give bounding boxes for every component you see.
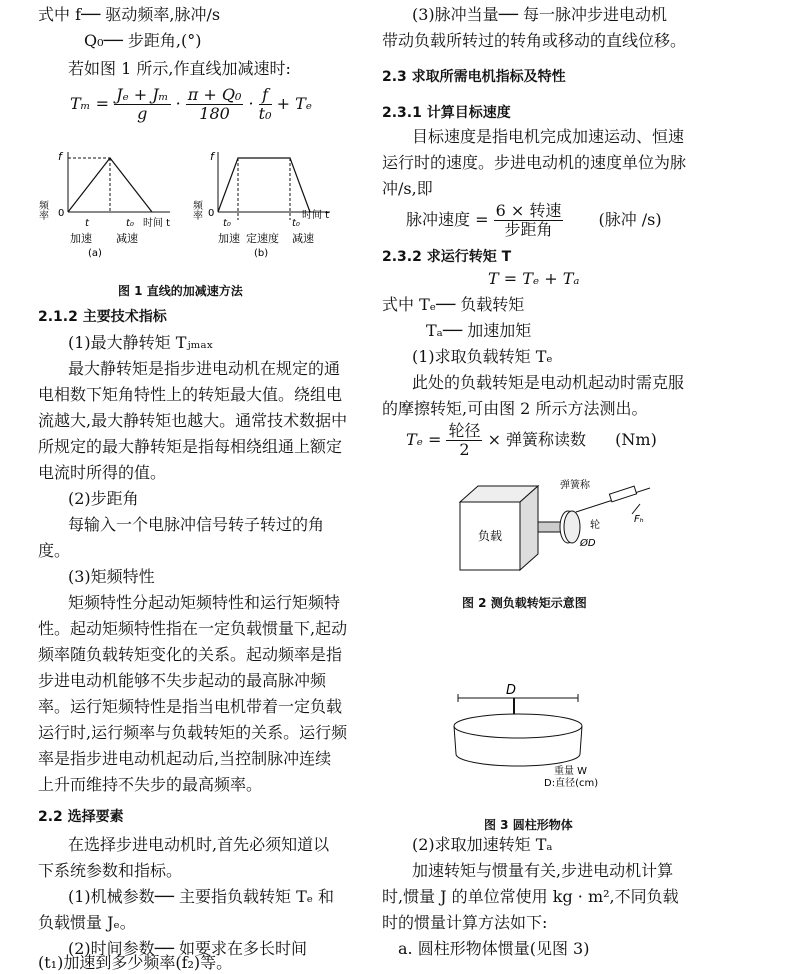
- figure-3-caption: 图 3 圆柱形物体: [484, 818, 573, 832]
- text-line: 流越大,最大静转矩也越大。通常技术数据中: [38, 411, 348, 430]
- formula2-num: 6 × 转速: [495, 201, 562, 220]
- subheading-max-torque: (1)最大静转矩 Tⱼₘₐₓ: [68, 333, 214, 352]
- text-line: 性。起动矩频特性指在一定负载惯量下,起动: [38, 619, 348, 638]
- accel-label-b: 加速: [218, 232, 240, 245]
- text-line: 率是指步进电动机起动后,当控制脉冲连续: [38, 749, 332, 768]
- subheading-accel-torque: (2)求取加速转矩 Tₐ: [412, 835, 553, 854]
- text-line: 率。运行矩频特性是指当电机带着一定负载: [38, 697, 343, 716]
- text-line: 步进电动机能够不失步起动的最高脉冲频: [38, 671, 327, 690]
- text-line: (1)机械参数── 主要指负载转矩 Tₑ 和: [68, 887, 335, 906]
- t0-label-b: t₀: [223, 218, 231, 229]
- where-line: 式中 f── 驱动频率,脉冲/s: [38, 5, 221, 24]
- section-heading-2-3-1: 2.3.1 计算目标速度: [382, 105, 511, 121]
- where-line: 式中 Tₑ── 负载转矩: [382, 295, 525, 314]
- subheading-load-torque: (1)求取负载转矩 Tₑ: [412, 347, 553, 366]
- figure-3: [444, 676, 704, 789]
- force-label: Fₕ: [634, 514, 644, 525]
- formula-frac3-den: t₀: [258, 104, 272, 123]
- decel-label: 减速: [116, 232, 138, 245]
- section-heading-2-3: 2.3 求取所需电机指标及特性: [382, 69, 566, 85]
- section-heading-2-1-2: 2.1.2 主要技术指标: [38, 309, 167, 325]
- diameter-unit-label: D:直径(cm): [544, 778, 599, 789]
- text-line: (2)时间参数── 如要求在多长时间: [68, 939, 308, 958]
- t-label: t: [85, 218, 89, 229]
- text-line: 冲/s,即: [382, 179, 433, 198]
- freq-axis-label-b: 频率: [190, 200, 202, 220]
- text-line: 的摩擦转矩,可由图 2 所示方法测出。: [382, 399, 648, 418]
- const-label-b: 定速度: [246, 232, 279, 245]
- text-line: 上升而维持不失步的最高频率。: [38, 775, 263, 794]
- text-line: a. 圆柱形物体惯量(见图 3): [398, 939, 590, 958]
- spring-scale-label: 弹簧称: [560, 480, 590, 491]
- figure-2: [450, 474, 720, 584]
- section-heading-2-2: 2.2 选择要素: [38, 809, 124, 825]
- formula-lhs: Tₘ =: [70, 94, 109, 113]
- text-line: 负载惯量 Jₑ。: [38, 913, 136, 932]
- text-line: 矩频特性分起动矩频特性和运行矩频特: [68, 593, 341, 612]
- zero-label-b: 0: [208, 208, 215, 219]
- figure-2-caption: 图 2 测负载转矩示意图: [462, 596, 587, 610]
- text-line: 最大静转矩是指步进电动机在规定的通: [68, 359, 341, 378]
- decel-label-b: 减速: [292, 232, 314, 245]
- text-line: 运行时的速度。步进电动机的速度单位为脉: [382, 153, 687, 172]
- wheel-label: 轮: [590, 520, 600, 531]
- text-line: 在选择步进电动机时,首先必须知道以: [68, 835, 330, 854]
- formula-tail: + Tₑ: [276, 94, 312, 113]
- text-line: 频率随负载转矩变化的关系。起动频率是指: [38, 645, 343, 664]
- formula-frac1-num: Jₑ + Jₘ: [116, 85, 169, 104]
- formula-running-torque: T = Tₑ + Tₐ: [488, 269, 580, 288]
- t0-label: t₀: [126, 218, 134, 229]
- text-line: (3)脉冲当量── 每一脉冲步进电动机: [412, 5, 668, 24]
- text-line: 度。: [38, 541, 71, 560]
- text-line: 运行时,运行频率与负载转矩的关系。运行频: [38, 723, 348, 742]
- text-line: 此处的负载转矩是电动机起动时需克服: [412, 373, 685, 392]
- formula-load-torque: [406, 420, 657, 460]
- formula2-lhs: 脉冲速度 =: [406, 210, 489, 229]
- section-heading-2-3-2: 2.3.2 求运行转矩 T: [382, 249, 512, 265]
- zero-label: 0: [58, 208, 65, 219]
- figure-1b: [191, 150, 331, 259]
- weight-label: 重量 W: [554, 766, 588, 777]
- freq-axis-label: 频率: [36, 200, 48, 220]
- text-line: 电相数下矩角特性上的转矩最大值。绕组电: [38, 385, 343, 404]
- text-line: 下系统参数和指标。: [38, 861, 183, 880]
- formula-frac3-num: f: [259, 86, 272, 105]
- formula4-num: 轮径: [448, 421, 481, 440]
- text-line: 每输入一个电脉冲信号转子转过的角: [68, 515, 325, 534]
- text-line: 加速转矩与惯量有关,步进电动机计算: [412, 861, 674, 880]
- load-label: 负载: [478, 529, 503, 543]
- formula-frac2-num: π + Q₀: [187, 85, 242, 104]
- t0-label-b2: t₀: [292, 218, 300, 229]
- formula-tm: Tₘ = $\frac{\text{Jₑ + Jₘ}}{g}$ · $\frac{\text{π + Q₀}}{180}$ · $\frac{f}{\text{t₀}}$ + Tₑ: [70, 85, 312, 123]
- text-line: (t₁)加速到多少频率(f₂)等。: [38, 953, 233, 972]
- f-label: f: [58, 150, 62, 163]
- text-line: 时的惯量计算方法如下:: [382, 913, 548, 932]
- formula-frac1-den: g: [137, 104, 148, 123]
- formula4-den: 2: [459, 440, 470, 459]
- formula4-lhs: Tₑ =: [406, 430, 442, 449]
- where-line-2: Tₐ── 加速加矩: [426, 321, 532, 340]
- time-axis-label-b: 时间 t: [302, 210, 330, 221]
- text-line: 带动负载所转过的转角或移动的直线位移。: [382, 31, 687, 50]
- text-line: 所规定的最大静转矩是指每相绕组通上额定: [38, 437, 343, 456]
- formula4-tail: × 弹簧称读数: [487, 430, 587, 449]
- formula4-unit: (Nm): [615, 430, 657, 449]
- figure-1-caption: 图 1 直线的加减速方法: [118, 284, 243, 298]
- where-line-2: Q₀── 步距角,(°): [84, 31, 202, 50]
- diameter-d-label: D: [506, 683, 517, 698]
- text-line: 若如图 1 所示,作直线加减速时:: [68, 59, 291, 78]
- text-line: 电流时所得的值。: [38, 463, 167, 482]
- sub-a-label: (a): [88, 248, 102, 259]
- formula2-unit: (脉冲 /s): [598, 210, 662, 229]
- f-label-b: f: [210, 150, 214, 163]
- text-line: 目标速度是指电机完成加速运动、恒速: [412, 127, 685, 146]
- figure-1a: [37, 150, 171, 259]
- accel-label: 加速: [70, 232, 92, 245]
- sub-b-label: (b): [254, 248, 269, 259]
- formula2-den: 步距角: [504, 220, 553, 239]
- subheading-step-angle: (2)步距角: [68, 489, 139, 508]
- formula-frac2-den: 180: [199, 104, 230, 123]
- figure-1: [36, 140, 340, 270]
- diameter-label: ØD: [580, 538, 596, 549]
- text-line: 时,惯量 J 的单位常使用 kg · m²,不同负载: [382, 887, 679, 906]
- formula-pulse-speed: [406, 200, 662, 240]
- subheading-torque-freq: (3)矩频特性: [68, 567, 155, 586]
- time-axis-label: 时间 t: [143, 218, 171, 229]
